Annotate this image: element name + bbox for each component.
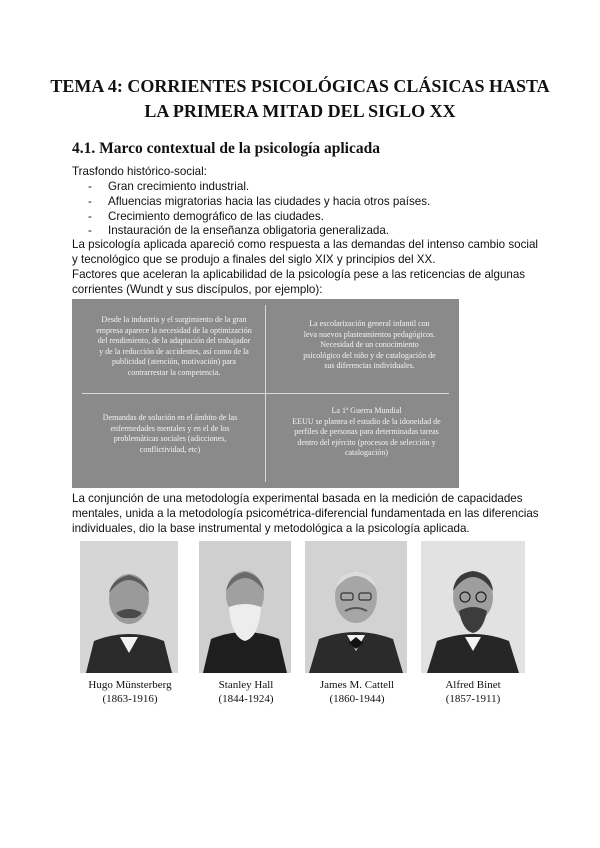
page-title: [40, 74, 560, 124]
factors-quadrant-diagram: [72, 299, 459, 488]
portrait-figure-icon: [305, 541, 407, 673]
portrait-name: Stanley Hall: [218, 679, 274, 691]
list-item: [88, 180, 430, 195]
bullet-list: [88, 180, 430, 239]
portrait-hall: [199, 541, 291, 673]
portrait-name: Alfred Binet: [445, 679, 501, 691]
portrait-figure-icon: [199, 541, 291, 673]
portrait-munsterberg: [80, 541, 178, 673]
quadrant-top-left: Desde la industria y el surgimiento de la gran empresa aparece la necesidad de la optimización del rendimiento, de la adaptación del trabajador y de la reducción de accidentes, así como de la publicidad (atención, motivación) para contrarrestar la competencia.: [96, 315, 252, 377]
portrait-name: Hugo Münsterberg: [88, 679, 172, 691]
portrait-years: (1860-1944): [329, 693, 385, 705]
list-item: [88, 224, 430, 239]
quadrant-bottom-right: [284, 406, 449, 459]
quadrant-bottom-left: Demandas de solución en el ámbito de las enfermedades mentales y en el de los problemáticas sociales (adicciones, conflictividad, etc): [102, 413, 238, 454]
bullet-marker: -: [88, 194, 92, 208]
portrait-caption: [196, 678, 296, 706]
paragraph-intro: La psicología aplicada apareció como respuesta a las demandas del intenso cambio social y tecnológico que se produjo a finales del siglo XIX y principios del XX.: [72, 238, 538, 266]
portrait-cattell: [305, 541, 407, 673]
portrait-name: James M. Cattell: [319, 679, 395, 691]
portrait-caption: [420, 678, 526, 706]
portrait-binet: [421, 541, 525, 673]
paragraph-factors: Factores que aceleran la aplicabilidad de la psicología pese a las reticencias de algunas corrientes (Wundt y sus discípulos, por ejemplo):: [72, 268, 526, 296]
list-item: [88, 210, 430, 225]
portrait-figure-icon: [421, 541, 525, 673]
title-line-2: LA PRIMERA MITAD DEL SIGLO XX: [144, 101, 456, 121]
portrait-caption: [74, 678, 186, 706]
paragraph-conclusion: La conjunción de una metodología experimental basada en la medición de capacidades mentales, unida a la metodología psicométrica-diferencial fundamentada en las diferencias individuales, dio la base instrumental y metodológica a la psicología aplicada.: [72, 492, 539, 535]
portrait-years: (1844-1924): [218, 693, 274, 705]
bullet-marker: -: [88, 180, 92, 193]
list-item: [88, 195, 430, 210]
portrait-figure-icon: [80, 541, 178, 673]
bullet-text: Crecimiento demográfico de las ciudades.: [108, 209, 324, 223]
portrait-years: (1863-1916): [102, 693, 158, 705]
quadrant-bottom-right-title: La 1ª Guerra Mundial: [331, 406, 402, 415]
bullet-text: Instauración de la enseñanza obligatoria generalizada.: [108, 224, 390, 238]
title-line-1: TEMA 4: CORRIENTES PSICOLÓGICAS CLÁSICAS HASTA: [50, 76, 550, 96]
lead-text: Trasfondo histórico-social:: [72, 165, 207, 178]
section-heading: 4.1. Marco contextual de la psicología aplicada: [72, 140, 380, 157]
bullet-text: Gran crecimiento industrial.: [108, 180, 250, 193]
portrait-years: (1857-1911): [445, 693, 501, 705]
quadrant-bottom-right-text: EEUU se plantea el estudio de la idoneidad de perfiles de personas para determinadas tareas dentro del ejército (procesos de selección y catalogación): [292, 416, 441, 458]
quadrant-top-right: La escolarización general infantil con leva nuevos plasteamientos pedagógicos. Necesidad de un conocimiento psicológico del niño y de catalogación de sus diferencias individuales.: [303, 319, 436, 371]
bullet-marker: -: [88, 209, 92, 223]
bullet-marker: -: [88, 224, 92, 238]
portrait-caption: [302, 678, 412, 706]
quadrant-horizontal-divider: [82, 393, 449, 394]
bullet-text: Afluencias migratorias hacia las ciudades y hacia otros países.: [108, 194, 431, 208]
